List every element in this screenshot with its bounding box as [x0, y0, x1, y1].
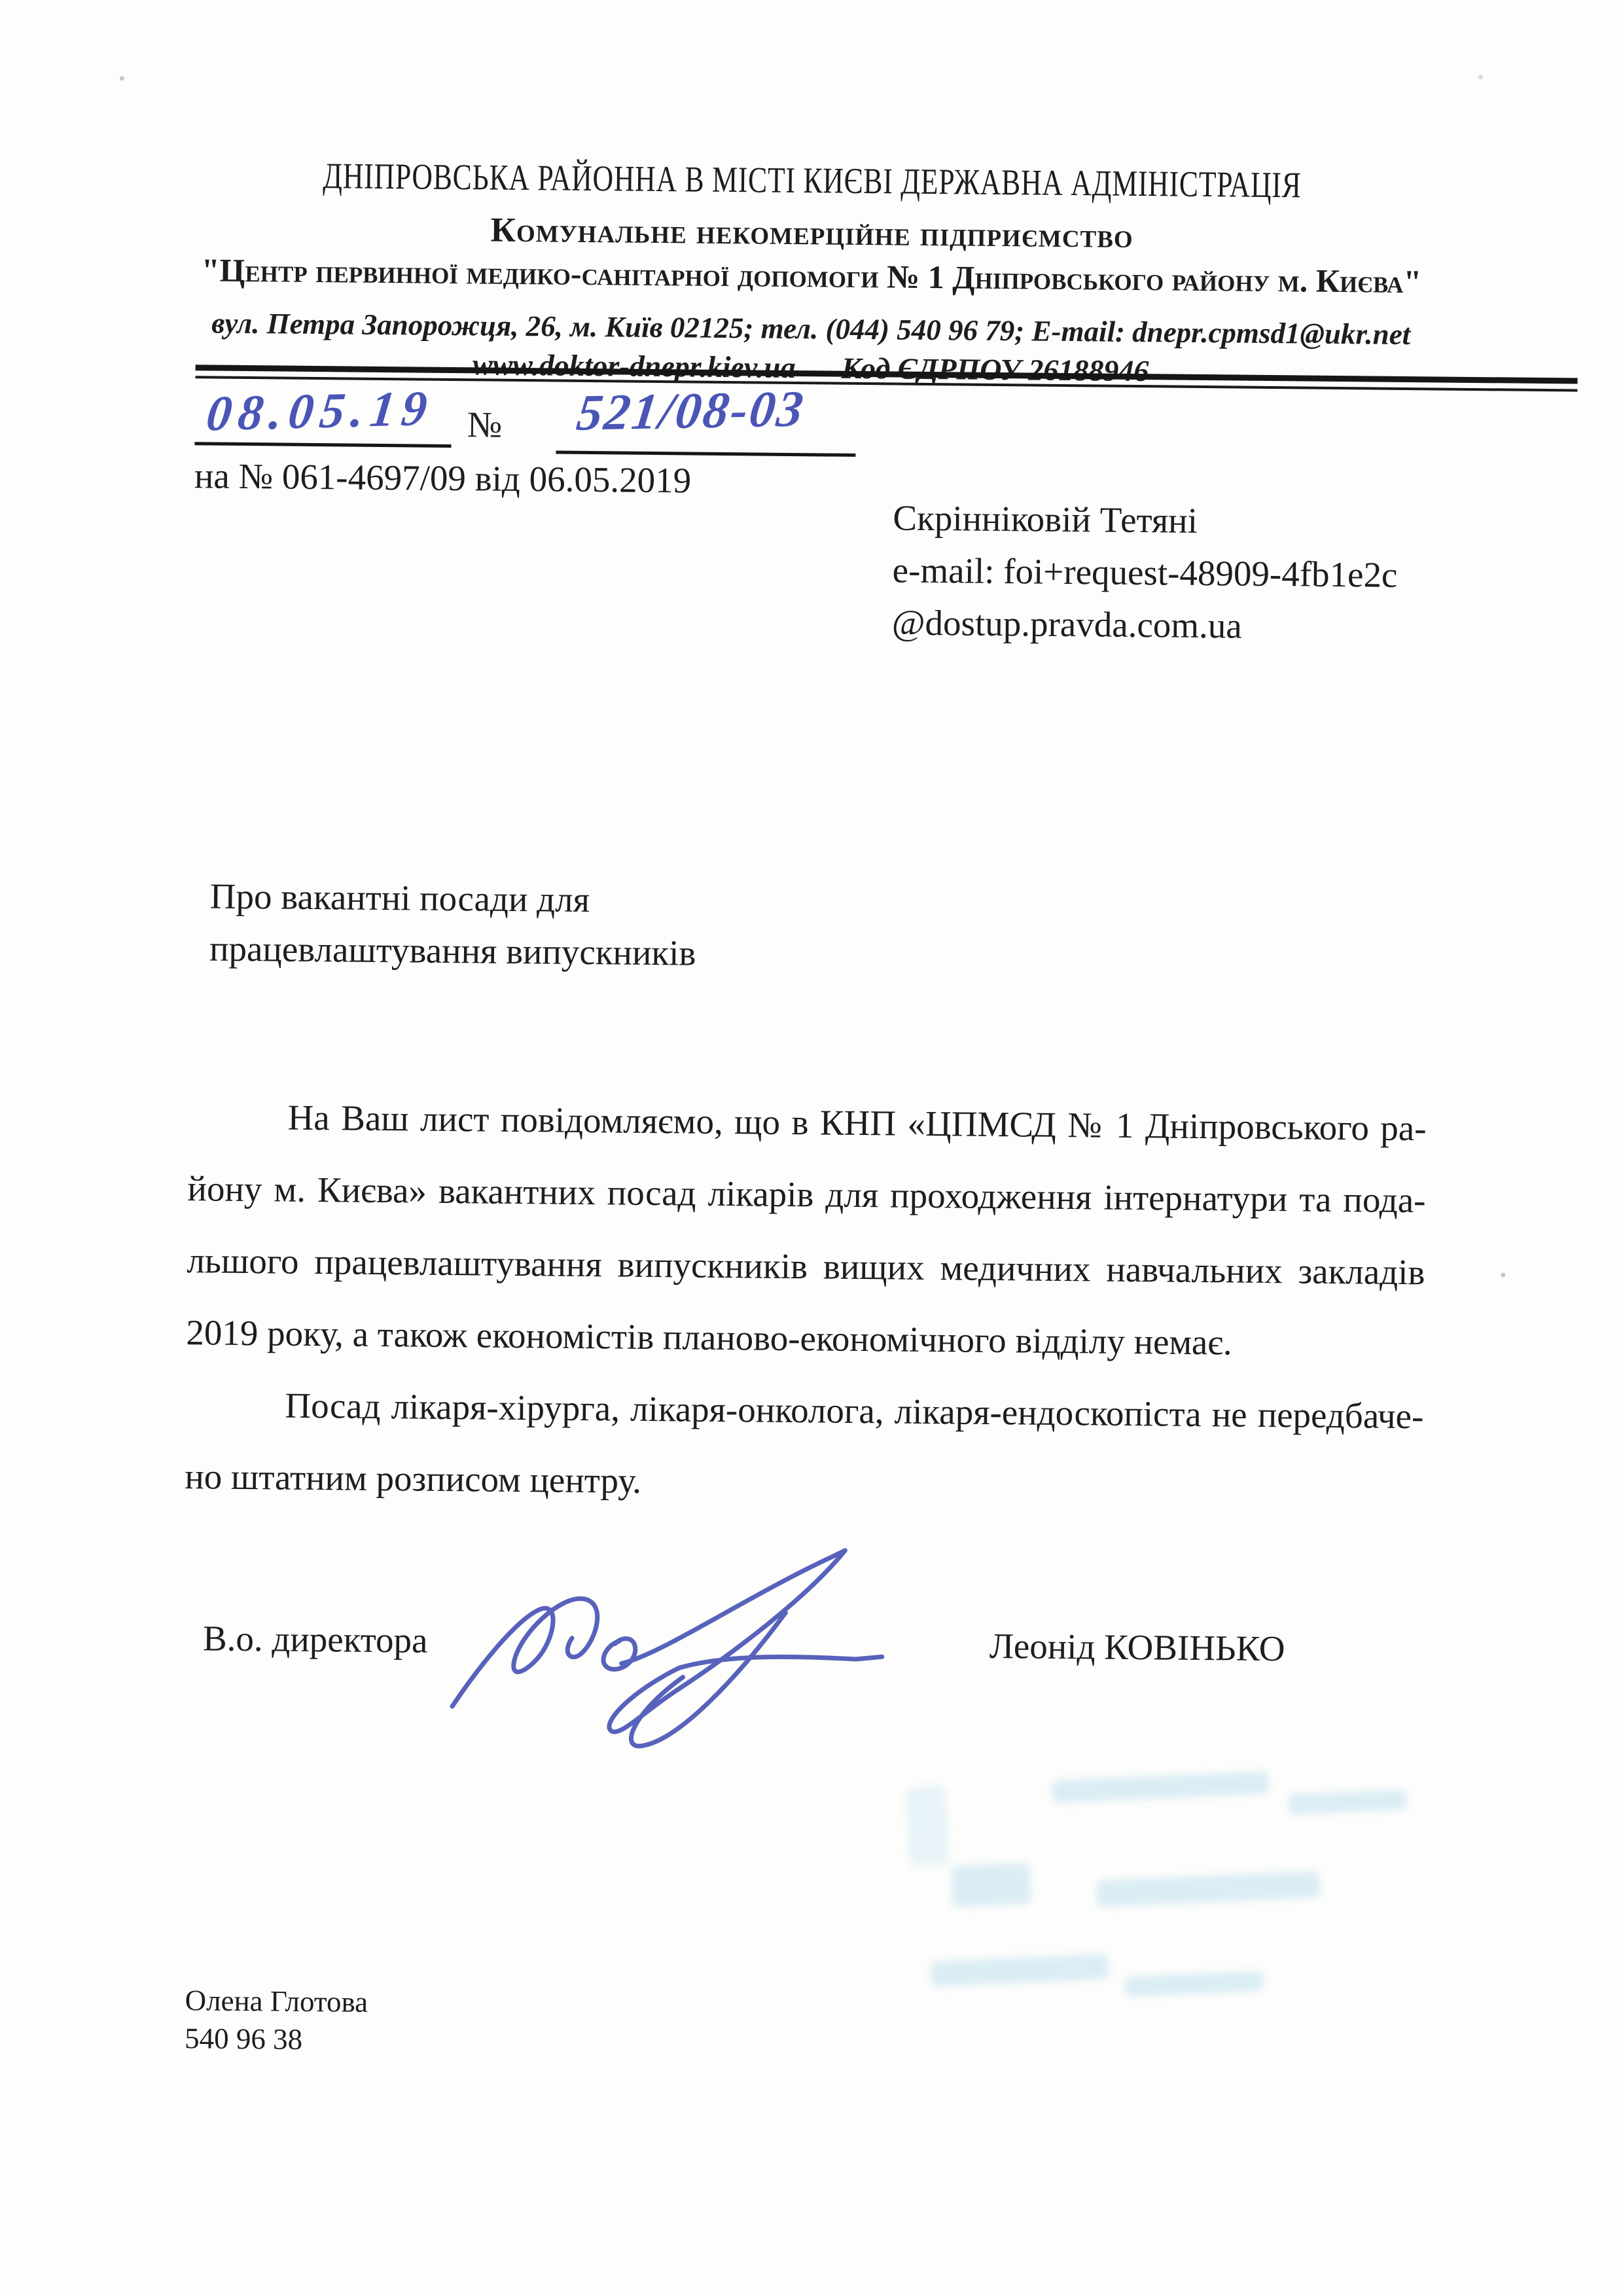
letterhead-website: www.doktor-dnepr.kiev.ua — [472, 348, 796, 385]
letterhead-org-type: Комунальне некомерційне підприємство — [490, 211, 1134, 255]
letterhead-org-name: "Центр первинної медико-санітарної допомоги № 1 Дніпровського району м. Києва" — [201, 251, 1422, 300]
executor-name: Олена Глотова — [185, 1984, 368, 2018]
scan-speck — [1501, 1272, 1505, 1277]
handwritten-outgoing-number: 521/08-03 — [573, 380, 809, 441]
recipient-email-part1: e-mail: foi+request-48909-4fb1e2c — [892, 550, 1398, 595]
faint-stamp-mark — [1097, 1871, 1320, 1907]
scan-speck — [120, 76, 124, 81]
subject-line-1: Про вакантні посади для — [209, 876, 590, 920]
body-line: льшого працевлаштування випускників вищих медичних навчальних закладів — [187, 1240, 1425, 1293]
body-line: На Ваш лист повідомляємо, що в КНП «ЦПМСД № 1 Дніпровського ра- — [287, 1097, 1427, 1149]
faint-stamp-mark — [1052, 1771, 1268, 1803]
executor-block — [185, 1981, 368, 2059]
executor-phone: 540 96 38 — [184, 2022, 303, 2056]
letterhead-edrpou: Код ЄДРПОУ 26188946 — [841, 351, 1149, 388]
subject-line-2: працевлаштування випускників — [209, 928, 696, 973]
letterhead-address: вул. Петра Запорожця, 26, м. Київ 02125; тел. (044) 540 96 79; E-mail: dnepr.cpmsd1@ukr.net — [211, 306, 1411, 351]
signer-name: Леонід КОВІНЬКО — [989, 1625, 1285, 1669]
faint-stamp-mark — [951, 1863, 1031, 1907]
recipient-email-part2: @dostup.pravda.com.ua — [891, 602, 1243, 646]
letterhead-authority — [1, 152, 1623, 209]
faint-stamp-mark — [1289, 1789, 1407, 1814]
body-line: 2019 року, а також економістів планово-економічного відділу немає. — [186, 1312, 1232, 1363]
letterhead-authority-text: ДНІПРОВСЬКА РАЙОННА В МІСТІ КИЄВІ ДЕРЖАВНА АДМІНІСТРАЦІЯ — [323, 156, 1302, 206]
faint-stamp-mark — [906, 1786, 949, 1866]
handwritten-outgoing-date: 08.05.19 — [204, 380, 437, 442]
number-underline — [556, 451, 855, 457]
faint-stamp-mark — [931, 1954, 1108, 1987]
body-line: но штатним розписом центру. — [185, 1456, 642, 1501]
subject-block — [209, 870, 697, 979]
reply-reference-line: на № 061-4697/09 від 06.05.2019 — [194, 456, 692, 501]
number-sign: № — [467, 404, 503, 446]
letter-body — [185, 1081, 1427, 1524]
faint-stamp-mark — [1125, 1971, 1263, 1997]
recipient-name: Скрінніковій Тетяні — [893, 497, 1198, 541]
body-line: йону м. Києва» вакантних посад лікарів для проходження інтернатури та пода- — [187, 1168, 1426, 1221]
scan-speck — [1478, 75, 1483, 79]
recipient-block — [892, 492, 1399, 653]
signature-scrawl — [418, 1531, 943, 1759]
date-underline — [194, 442, 451, 448]
signer-position-title: В.о. директора — [202, 1618, 428, 1660]
body-line: Посад лікаря-хірурга, лікаря-онколога, лікаря-ендоскопіста не передбаче- — [285, 1385, 1424, 1437]
